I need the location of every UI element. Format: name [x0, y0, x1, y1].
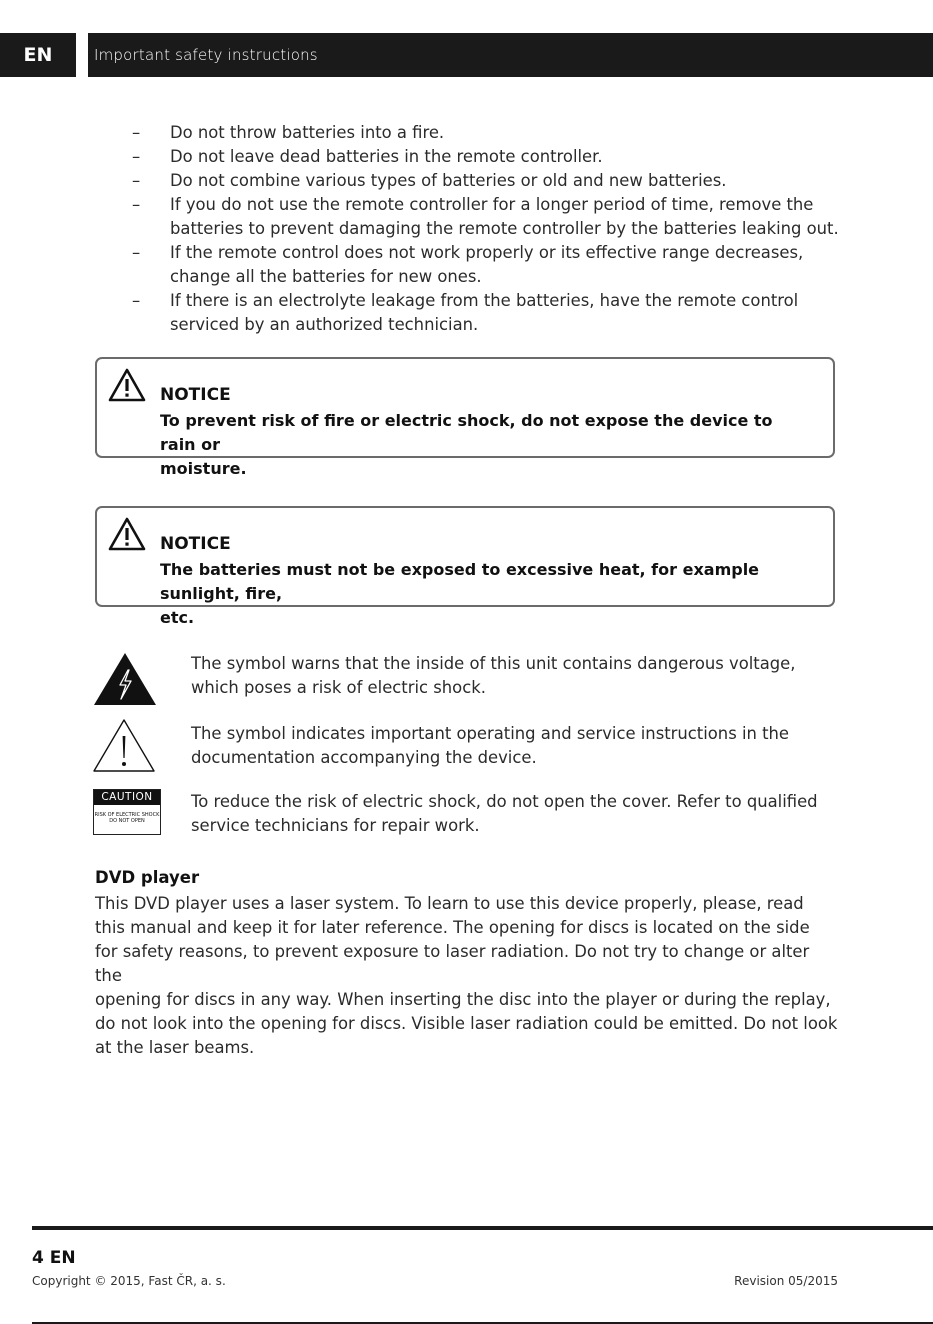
caution-label-text: [94, 812, 160, 824]
notice-box-heat: [95, 506, 835, 627]
header-separator: [76, 33, 88, 77]
symbol-description: [191, 722, 841, 770]
symbol-description: [191, 790, 841, 838]
bullet-line: batteries to prevent damaging the remote controller by the batteries leaking out.: [170, 219, 839, 238]
list-item: [132, 169, 842, 193]
paragraph-line: at the laser beams.: [95, 1038, 255, 1057]
list-item: [132, 145, 842, 169]
list-item: [132, 193, 842, 241]
symbol-line: which poses a risk of electric shock.: [191, 678, 486, 697]
bullet-dash: –: [132, 195, 141, 214]
paragraph-line: do not look into the opening for discs. Visible laser radiation could be emitted. Do not look: [95, 1014, 838, 1033]
symbol-row-instructions: [93, 718, 838, 774]
symbol-row-voltage: [93, 652, 838, 706]
paragraph-line: for safety reasons, to prevent exposure to laser radiation. Do not try to change or alter the: [95, 942, 810, 985]
dvd-player-paragraph: [95, 892, 840, 1060]
footer-divider: [32, 1226, 933, 1230]
copyright-text: Copyright © 2015, Fast ČR, a. s.: [32, 1274, 226, 1288]
notice-title: NOTICE: [160, 385, 231, 405]
symbol-line: The symbol warns that the inside of this unit contains dangerous voltage,: [191, 654, 796, 673]
notice-line: To prevent risk of fire or electric shock, do not expose the device to rain or: [160, 411, 773, 454]
bullet-line: If you do not use the remote controller for a longer period of time, remove the: [170, 195, 814, 214]
bullet-line: If the remote control does not work properly or its effective range decreases,: [170, 243, 804, 262]
bullet-line: Do not leave dead batteries in the remote controller.: [170, 147, 603, 166]
revision-text: Revision 05/2015: [734, 1274, 838, 1288]
notice-line: The batteries must not be exposed to excessive heat, for example sunlight, fire,: [160, 560, 760, 603]
bullet-line: serviced by an authorized technician.: [170, 315, 479, 334]
bullet-dash: –: [132, 171, 141, 190]
list-item: [132, 241, 842, 289]
symbol-line: The symbol indicates important operating and service instructions in the: [191, 724, 789, 743]
notice-line: moisture.: [160, 459, 247, 478]
section-title: Important safety instructions: [94, 46, 318, 64]
notice-text: [160, 409, 810, 481]
notice-line: etc.: [160, 608, 195, 627]
notice-title: NOTICE: [160, 534, 231, 554]
page-number: 4 EN: [32, 1248, 76, 1268]
bullet-line: If there is an electrolyte leakage from the batteries, have the remote control: [170, 291, 799, 310]
language-badge: EN: [23, 44, 53, 66]
dvd-player-heading: DVD player: [95, 868, 200, 887]
notice-box-rain: [95, 357, 835, 478]
bullet-dash: –: [132, 291, 141, 310]
symbol-row-caution: [93, 789, 838, 837]
bullet-dash: –: [132, 243, 141, 262]
warning-triangle-icon: [108, 517, 146, 551]
bullet-line: Do not throw batteries into a fire.: [170, 123, 445, 142]
lightning-warning-icon: [93, 652, 157, 706]
bullet-line: change all the batteries for new ones.: [170, 267, 482, 286]
caution-label-head: CAUTION: [94, 790, 160, 805]
notice-text: [160, 558, 810, 630]
list-item: [132, 289, 842, 337]
exclamation-warning-icon: [93, 718, 157, 774]
caution-label-line: DO NOT OPEN: [109, 818, 145, 824]
paragraph-line: this manual and keep it for later reference. The opening for discs is located on the side: [95, 918, 810, 937]
bullet-line: Do not combine various types of batteries or old and new batteries.: [170, 171, 727, 190]
bullet-dash: –: [132, 123, 141, 142]
list-item: [132, 121, 842, 145]
bullet-dash: –: [132, 147, 141, 166]
caution-label-line: RISK OF ELECTRIC SHOCK: [94, 812, 160, 818]
symbol-line: service technicians for repair work.: [191, 816, 480, 835]
battery-instructions-list: [132, 121, 842, 337]
symbol-description: [191, 652, 841, 700]
symbol-line: documentation accompanying the device.: [191, 748, 537, 767]
symbol-line: To reduce the risk of electric shock, do not open the cover. Refer to qualified: [191, 792, 818, 811]
paragraph-line: This DVD player uses a laser system. To learn to use this device properly, please, read: [95, 894, 804, 913]
paragraph-line: opening for discs in any way. When inserting the disc into the player or during the replay,: [95, 990, 831, 1009]
caution-label-icon: [93, 789, 161, 835]
warning-triangle-icon: [108, 368, 146, 402]
